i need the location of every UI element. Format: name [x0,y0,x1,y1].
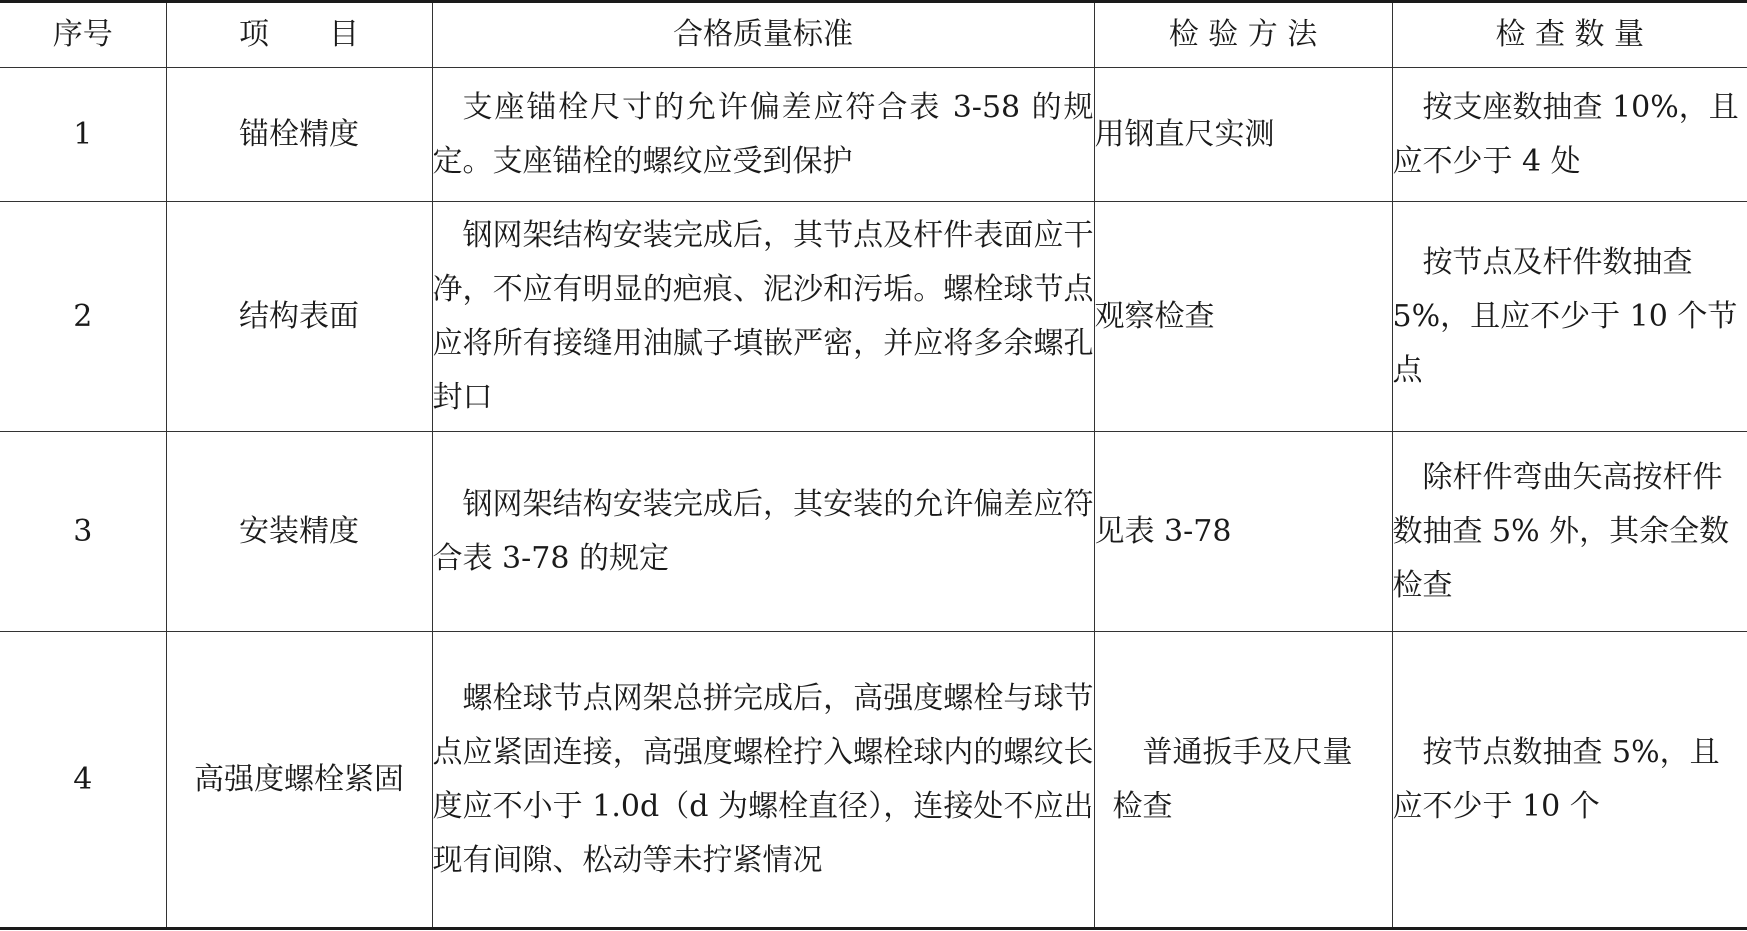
header-row [0,2,1747,68]
cell-standard [432,432,1094,632]
cell-item: 安装精度 [166,432,432,632]
cell-no: 1 [0,68,166,202]
header-quantity: 检 查 数 量 [1392,2,1747,68]
standard-text: 钢网架结构安装完成后，其节点及杆件表面应干净，不应有明显的疤痕、泥沙和污垢。螺栓球节点应将所有接缝用油腻子填嵌严密，并应将多余螺孔封口 [432,217,1094,415]
cell-no: 4 [0,632,166,929]
cell-no: 3 [0,432,166,632]
table-row [0,432,1747,632]
quantity-text: 按节点数抽查 5%，且应不少于 10 个 [1392,734,1720,824]
table-row [0,68,1747,202]
table-header [0,2,1747,68]
cell-quantity [1392,68,1747,202]
cell-quantity [1392,202,1747,432]
cell-standard [432,632,1094,929]
standard-text: 支座锚栓尺寸的允许偏差应符合表 3-58 的规定。支座锚栓的螺纹应受到保护 [432,89,1094,179]
cell-no: 2 [0,202,166,432]
cell-quantity [1392,632,1747,929]
cell-method [1094,632,1392,929]
table-body [0,68,1747,929]
quantity-text: 按节点及杆件数抽查 5%，且应不少于 10 个节点 [1392,244,1738,388]
method-text: 普通扳手及尺量检查 [1112,734,1353,824]
standard-text: 螺栓球节点网架总拼完成后，高强度螺栓与球节点应紧固连接，高强度螺栓拧入螺栓球内的螺纹长度应不小于 1.0d（d 为螺栓直径），连接处不应出现有间隙、松动等未拧紧情况 [432,680,1094,878]
header-no: 序号 [0,2,166,68]
table-row [0,632,1747,929]
header-item: 项 目 [166,2,432,68]
table-row [0,202,1747,432]
cell-item: 锚栓精度 [166,68,432,202]
cell-item: 高强度螺栓紧固 [166,632,432,929]
cell-quantity [1392,432,1747,632]
cell-standard [432,202,1094,432]
header-standard: 合格质量标准 [432,2,1094,68]
quantity-text: 按支座数抽查 10%，且应不少于 4 处 [1392,89,1739,179]
cell-standard [432,68,1094,202]
cell-method: 见表 3-78 [1094,432,1392,632]
standard-text: 钢网架结构安装完成后，其安装的允许偏差应符合表 3-78 的规定 [432,486,1094,576]
cell-method: 观察检查 [1094,202,1392,432]
cell-item: 结构表面 [166,202,432,432]
header-method: 检 验 方 法 [1094,2,1392,68]
cell-method: 用钢直尺实测 [1094,68,1392,202]
quantity-text: 除杆件弯曲矢高按杆件数抽查 5% 外，其余全数检查 [1392,459,1730,603]
